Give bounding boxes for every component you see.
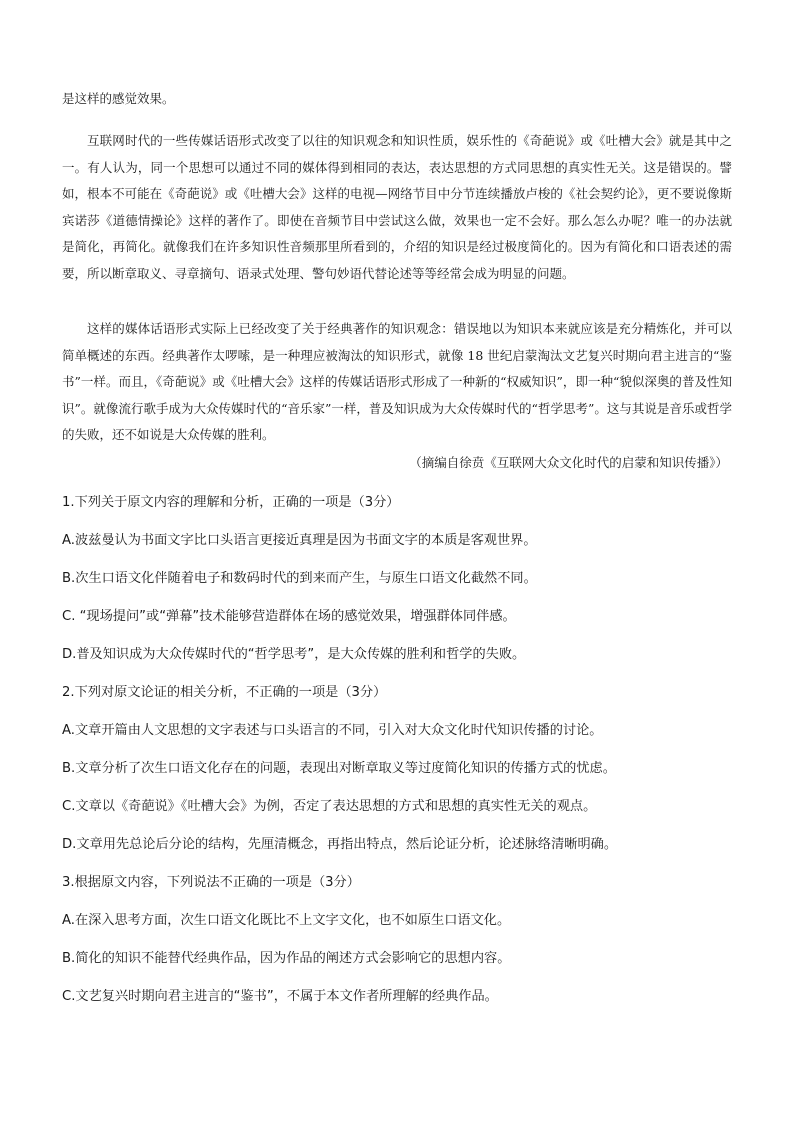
passage-paragraph-2: 这样的媒体话语形式实际上已经改变了关于经典著作的知识观念：错误地以为知识本来就应该是充分精炼化，并可以简单概述的东西。经典著作太啰嗦，是一种理应被淘汰的知识形式，就像 18 世纪启蒙淘汰文艺复兴时期向君主进言的“鉴书”一样。而且，《奇葩说》或《吐槽大会》这样的传媒话语形式形成了一种新的“权威知识”，即一种“貌似深奥的普及性知识”。就像流行歌手成为大众传媒时代的“音乐家”一样，普及知识成为大众传媒时代的“哲学思考”。这与其说是音乐或哲学的失败，还不如说是大众传媒的胜利。 bbox=[62, 321, 732, 442]
question-1-stem: 1.下列关于原文内容的理解和分析，正确的一项是（3分） bbox=[62, 495, 400, 510]
question-3-option-a: A.在深入思考方面，次生口语文化既比不上文字文化，也不如原生口语文化。 bbox=[62, 913, 511, 928]
question-2-option-c: C.文章以《奇葩说》《吐槽大会》为例，否定了表达思想的方式和思想的真实性无关的观点。 bbox=[62, 799, 597, 814]
question-3-option-c: C.文艺复兴时期向君主进言的“鉴书”，不属于本文作者所理解的经典作品。 bbox=[62, 989, 498, 1004]
passage-paragraph-0: 是这样的感觉效果。 bbox=[62, 91, 175, 106]
passage-paragraph-1: 互联网时代的一些传媒话语形式改变了以往的知识观念和知识性质，娱乐性的《奇葩说》或《吐槽大会》就是其中之一。有人认为，同一个思想可以通过不同的媒体得到相同的表达，表达思想的方式同思想的真实性无关。这是错误的。譬如，根本不可能在《奇葩说》或《吐槽大会》这样的电视—网络节目中分节连续播放卢梭的《社会契约论》，更不要说像斯宾诺莎《道德情操论》这样的著作了。即使在音频节目中尝试这么做，效果也一定不会好。那么怎么办呢？唯一的办法就是简化，再简化。就像我们在许多知识性音频那里所看到的，介绍的知识是经过极度简化的。因为有简化和口语表述的需要，所以断章取义、寻章摘句、语录式处理、警句妙语代替论述等等经常会成为明显的问题。 bbox=[62, 133, 732, 281]
question-3-option-b: B.简化的知识不能替代经典作品，因为作品的阐述方式会影响它的思想内容。 bbox=[62, 951, 511, 966]
question-1-option-c: C. “现场提问”或“弹幕”技术能够营造群体在场的感觉效果，增强群体同伴感。 bbox=[62, 609, 516, 624]
question-2-stem: 2.下列对原文论证的相关分析，不正确的一项是（3分） bbox=[62, 685, 387, 700]
question-2-option-b: B.文章分析了次生口语文化存在的问题，表现出对断章取义等过度简化知识的传播方式的忧虑。 bbox=[62, 761, 616, 776]
question-1-option-d: D.普及知识成为大众传媒时代的“哲学思考”，是大众传媒的胜利和哲学的失败。 bbox=[62, 647, 526, 662]
question-2-option-d: D.文章用先总论后分论的结构，先厘清概念，再指出特点，然后论证分析，论述脉络清晰明确。 bbox=[62, 837, 618, 852]
question-3-stem: 3.根据原文内容，下列说法不正确的一项是（3分） bbox=[62, 875, 360, 890]
source-citation: （摘编自徐贲《互联网大众文化时代的启蒙和知识传播》） bbox=[409, 455, 728, 470]
question-2-option-a: A.文章开篇由人文思想的文字表述与口头语言的不同，引入对大众文化时代知识传播的讨论。 bbox=[62, 723, 603, 738]
question-1-option-b: B.次生口语文化伴随着电子和数码时代的到来而产生，与原生口语文化截然不同。 bbox=[62, 571, 537, 586]
question-1-option-a: A.波兹曼认为书面文字比口头语言更接近真理是因为书面文字的本质是客观世界。 bbox=[62, 533, 537, 548]
